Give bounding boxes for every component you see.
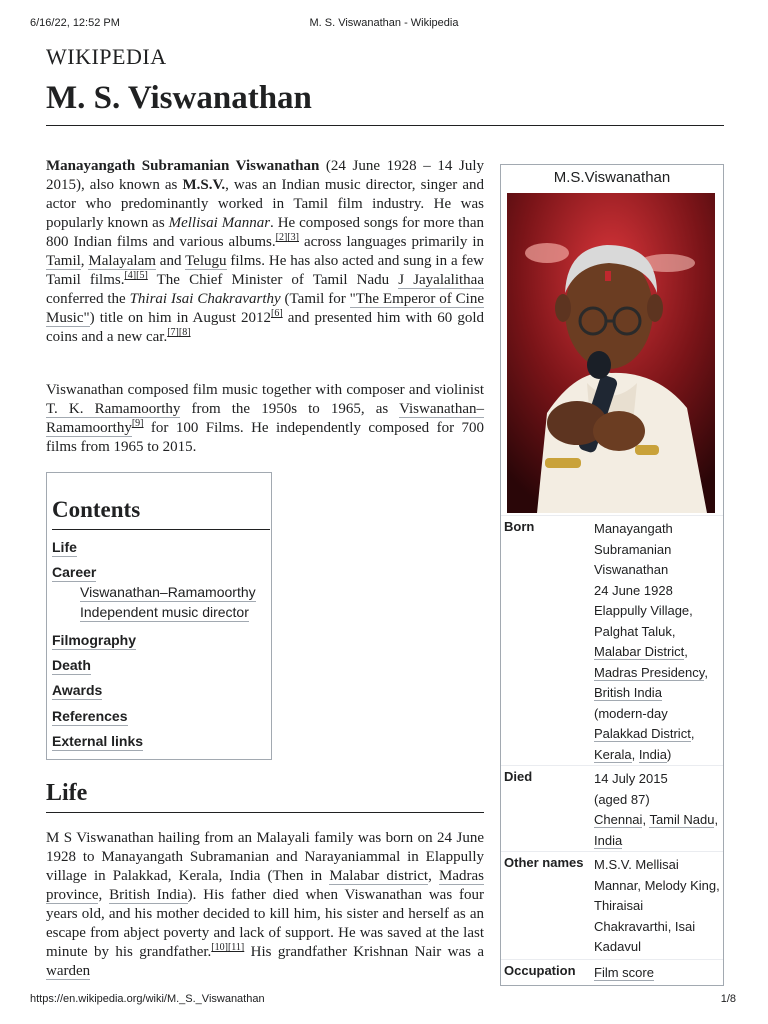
link-viswanathan-ramamoorthy[interactable]: Viswanathan–Ramamoorthy xyxy=(46,401,484,436)
subject-aka: M.S.V. xyxy=(182,177,226,193)
infobox-row-died xyxy=(501,765,723,852)
link-tamil-nadu[interactable]: Tamil Nadu xyxy=(649,812,715,827)
table-of-contents xyxy=(46,472,272,760)
toc-item-career[interactable]: Career xyxy=(52,564,97,580)
toc-item-independent-music-director[interactable]: Independent music director xyxy=(80,604,249,620)
lead-paragraph-1: Manayangath Subramanian Viswanathan (24 June 1928 – 14 July 2015), also known as M.S.V., was an Indian music director, singer and actor who predominantly worked in Tamil film industry. He was popularly known as Mellisai Mannar. He composed songs for more than 800 Indian films and various albums.[2][3] across languages primarily in Tamil, Malayalam and Telugu films. He has also acted and sung in a few Tamil films.[4][5] The Chief Minister of Tamil Nadu J Jayalalithaa conferred the Thirai Isai Chakravarthy (Tamil for "The Emperor of Cine Music") title on him in August 2012[6] and presented him with 60 gold coins and a new car.[7][8] xyxy=(46,158,485,345)
infobox-title: M.S.Viswanathan xyxy=(553,169,671,186)
other-names-value: M.S.V. Mellisai Mannar, Melody King, Thiraisai Chakravarthi, Isai Kadavul xyxy=(594,857,720,954)
toc-item-filmography[interactable]: Filmography xyxy=(52,632,137,648)
link-madras-province[interactable]: Madras province xyxy=(46,868,485,903)
link-telugu[interactable]: Telugu xyxy=(185,253,227,269)
print-url: https://en.wikipedia.org/wiki/M._S._Viswanathan xyxy=(30,993,265,1005)
occupation-value xyxy=(594,963,720,984)
toc-divider xyxy=(52,529,270,530)
portrait-illustration xyxy=(507,193,715,513)
link-jayalalithaa[interactable]: J Jayalalithaa xyxy=(398,272,484,288)
died-value: 14 July 2015 (aged 87) Chennai, Tamil Nadu, India xyxy=(594,771,719,848)
ref-link[interactable]: [3] xyxy=(287,232,299,243)
portrait-photo[interactable] xyxy=(507,193,715,513)
section-heading-life: Life xyxy=(46,780,88,806)
born-value: Manayangath Subramanian Viswanathan 24 June 1928 Elappully Village, Palghat Taluk, Malabar District, Madras Presidency, British India (modern-day Palakkad District, Kerala, India) xyxy=(594,521,708,762)
toc-item-life[interactable]: Life xyxy=(52,539,77,555)
honor-title: Thirai Isai Chakravarthy xyxy=(129,291,281,307)
link-chennai[interactable]: Chennai xyxy=(594,812,643,827)
print-footer xyxy=(0,993,768,1007)
infobox xyxy=(500,164,724,986)
ref-link[interactable]: [11] xyxy=(227,942,245,953)
print-datetime: 6/16/22, 12:52 PM xyxy=(30,17,120,29)
toc-item-viswanathan-ramamoorthy[interactable]: Viswanathan–Ramamoorthy xyxy=(80,584,256,600)
toc-item-references[interactable]: References xyxy=(52,708,128,724)
ref-link[interactable]: [9] xyxy=(131,418,144,429)
toc-item-external-links[interactable]: External links xyxy=(52,733,144,749)
link-tamil[interactable]: Tamil xyxy=(46,253,81,269)
infobox-row-occupation xyxy=(501,959,723,986)
toc-title: Contents xyxy=(52,497,141,522)
occupation-label: Occupation xyxy=(504,963,576,978)
toc-item-death[interactable]: Death xyxy=(52,657,91,673)
link-kerala[interactable]: Kerala xyxy=(594,746,632,762)
print-header xyxy=(0,17,768,31)
print-tab-title: M. S. Viswanathan - Wikipedia xyxy=(309,17,459,29)
link-malayalam[interactable]: Malayalam xyxy=(88,253,156,269)
ref-link[interactable]: [8] xyxy=(178,327,191,338)
link-british-india[interactable]: British India xyxy=(594,685,662,700)
link-india[interactable]: India xyxy=(638,746,668,762)
section-divider xyxy=(46,812,484,813)
lead-paragraph-2: Viswanathan composed film music together with composer and violinist T. K. Ramamoorthy from the 1950s to 1965, as Viswanathan–Ramamoorthy[9] for 100 Films. He independently composed for 700 films from 1965 to 2015. xyxy=(46,382,484,455)
ref-link[interactable]: [6] xyxy=(270,308,283,319)
link-emperor[interactable]: "The Emperor of Cine Music" xyxy=(46,291,484,326)
link-film-score[interactable]: Film score xyxy=(594,965,654,980)
link-malabar-district[interactable]: Malabar District xyxy=(594,644,685,659)
title-divider xyxy=(46,125,724,126)
ref-link[interactable]: [10] xyxy=(211,942,228,953)
wikipedia-logo[interactable]: WIKIPEDIA xyxy=(46,44,167,69)
other-names-label: Other names xyxy=(504,855,584,870)
link-warden[interactable]: warden xyxy=(46,963,91,979)
link-british-india[interactable]: British India xyxy=(109,887,188,903)
link-tk-ramamoorthy[interactable]: T. K. Ramamoorthy xyxy=(46,401,181,417)
life-paragraph: M S Viswanathan hailing from an Malayali family was born on 24 June 1928 to Manayangath Subramanian and Narayaniammal in Elappully village in Palakkad, Kerala, India (Then in Malabar district, Madras province, British India). His father died when Viswanathan was four years old, and his mother decided to kill him, his sister and herself as an escape from abject poverty and lack of support. He was saved at the last minute by his grandfather.[10][11] His grandfather Krishnan Nair was a warden xyxy=(46,830,485,979)
died-label: Died xyxy=(504,769,533,784)
link-malabar-district[interactable]: Malabar district xyxy=(329,868,429,884)
born-label: Born xyxy=(504,519,535,534)
subject-name: Manayangath Subramanian Viswanathan xyxy=(46,158,320,174)
ref-link[interactable]: [2] xyxy=(275,232,288,243)
toc-item-awards[interactable]: Awards xyxy=(52,682,103,698)
ref-link[interactable]: [4] xyxy=(124,270,137,281)
link-madras-presidency[interactable]: Madras Presidency xyxy=(594,664,705,680)
link-palakkad-district[interactable]: Palakkad District xyxy=(594,726,691,741)
link-india[interactable]: India xyxy=(594,832,623,848)
page-title: M. S. Viswanathan xyxy=(46,80,312,116)
infobox-row-born xyxy=(501,515,723,766)
subject-epithet: Mellisai Mannar xyxy=(168,215,271,231)
print-page-number: 1/8 xyxy=(720,993,736,1005)
ref-link[interactable]: [5] xyxy=(136,270,148,281)
ref-link[interactable]: [7] xyxy=(167,327,179,338)
infobox-row-other-names xyxy=(501,851,723,960)
